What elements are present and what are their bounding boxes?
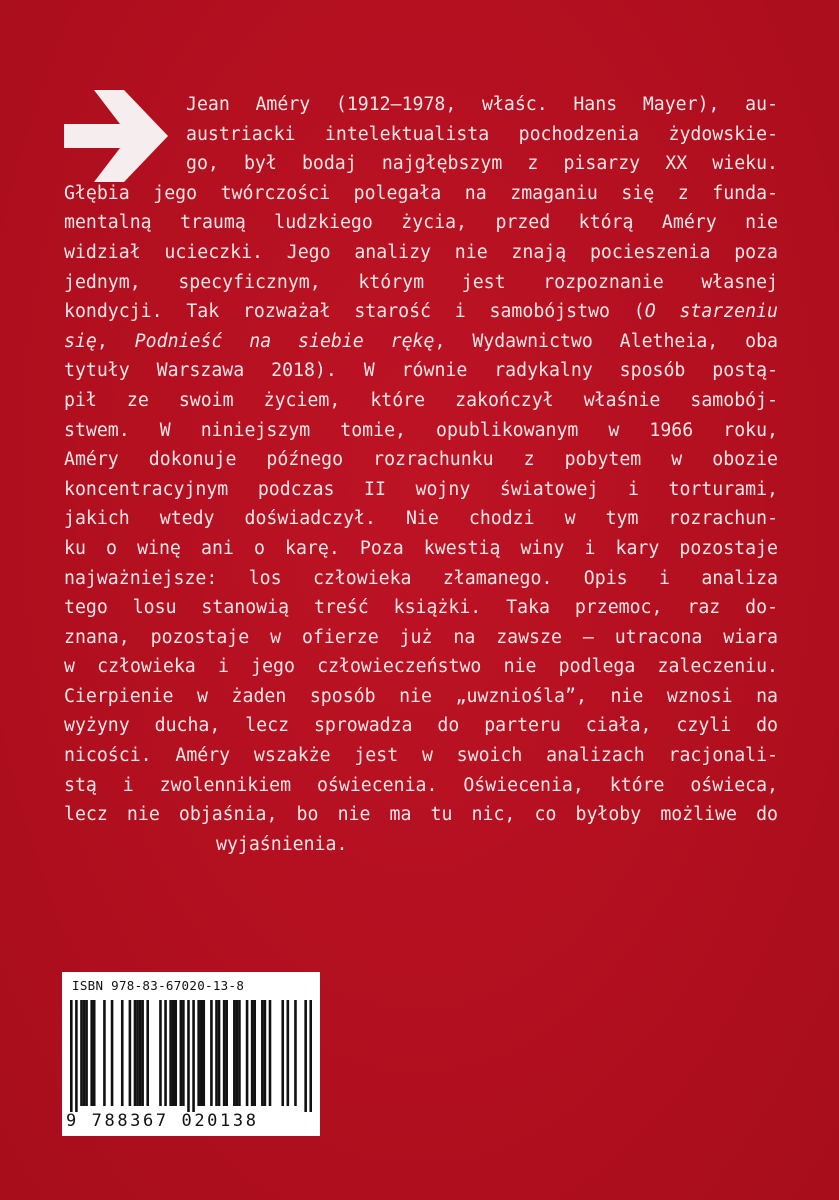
blurb-line: Głębia jego twórczości polegała na zmaganiu się z funda- (64, 182, 778, 204)
blurb-line: widział ucieczki. Jego analizy nie znają pocieszenia poza (64, 241, 778, 263)
barcode-bar (287, 1000, 290, 1106)
barcode-bar (134, 1000, 137, 1106)
barcode-bar (141, 1000, 144, 1106)
blurb-line: się, Podnieść na siebie rękę, Wydawnictwo Aletheia, oba (64, 330, 778, 352)
barcode-panel (62, 972, 320, 1136)
blurb-line: wyżyny ducha, lecz sprowadza do parteru ciała, czyli do (64, 715, 778, 737)
barcode-bar (172, 1000, 175, 1106)
blurb-fragment: kondycji. Tak rozważał starość i samobójstwo ( (64, 301, 645, 323)
blurb-line: stwem. W niniejszym tomie, opublikowanym w 1966 roku, (64, 419, 778, 441)
book-title-italic: O starzeniu (644, 301, 778, 323)
blurb-line: mentalną traumą ludzkiego życia, przed którą Améry nie (64, 212, 778, 234)
barcode-bar (253, 1000, 256, 1106)
barcode-bar (139, 1000, 142, 1106)
blurb-line: wyjaśnienia. (216, 833, 348, 855)
barcode-bar (238, 1000, 241, 1106)
barcode-bar (146, 1000, 149, 1106)
barcode-bar (269, 1000, 272, 1106)
blurb-line: jakich wtedy doświadczył. Nie chodzi w tym rozrachun- (64, 508, 778, 530)
barcode-bar (294, 1000, 297, 1106)
blurb-line: austriacki intelektualista pochodzenia żydowskie- (186, 123, 778, 145)
blurb-line: pił ze swoim życiem, które zakończył właśnie samobój- (64, 389, 778, 411)
barcode-bar (75, 1000, 78, 1112)
barcode-bar (70, 1000, 73, 1112)
blurb-line: Jean Améry (1912–1978, właśc. Hans Mayer), au- (186, 94, 778, 115)
barcode-bar (93, 1000, 96, 1106)
barcode-bar (164, 1000, 167, 1106)
barcode-bar (309, 1000, 312, 1112)
barcode-bar (182, 1000, 185, 1106)
blurb-line: stą i zwolennikiem oświecenia. Oświecenia, które oświeca, (64, 774, 778, 796)
barcode-bar (200, 1000, 203, 1106)
barcode-bar (246, 1000, 249, 1106)
blurb-text (64, 90, 778, 859)
barcode-bar (111, 1000, 114, 1106)
barcode-bar (187, 1000, 190, 1112)
blurb-line: koncentracyjnym podczas II wojny światowej i torturami, (64, 478, 778, 500)
blurb-line: ku o winę ani o karę. Poza kwestią winy i kary pozostaje (64, 537, 778, 559)
barcode-bar (159, 1000, 162, 1106)
barcode-bar (218, 1000, 221, 1106)
isbn-label: ISBN 978-83-67020-13-8 (72, 978, 245, 993)
barcode-bar (180, 1000, 183, 1106)
barcode-bar (192, 1000, 195, 1112)
barcode-bar (83, 1000, 86, 1106)
barcode-bar (233, 1000, 236, 1106)
blurb-line: tego losu stanowią treść książki. Taka przemoc, raz do- (64, 597, 778, 619)
book-title-italic: się (64, 330, 97, 352)
barcode-bar (236, 1000, 239, 1106)
barcode-bar (251, 1000, 254, 1106)
blurb-line: Cierpienie w żaden sposób nie „uwzniośla”, nie wznosi na (64, 685, 778, 707)
blurb-line: w człowieka i jego człowieczeństwo nie podlega zaleczeniu. (64, 656, 778, 678)
barcode-bars (70, 1000, 312, 1112)
barcode-bar (136, 1000, 139, 1106)
barcode-bar (215, 1000, 218, 1106)
barcode-bar (174, 1000, 177, 1106)
barcode-bar (264, 1000, 267, 1106)
blurb-line (64, 297, 778, 327)
isbn-digits: 9 788367 020138 (66, 1111, 259, 1131)
blurb-fragment: , Wydawnictwo Aletheia, oba (434, 330, 778, 352)
blurb-line: Améry dokonuje późnego rozrachunku z pobytem w obozie (64, 449, 778, 471)
barcode-bar (85, 1000, 88, 1106)
barcode-bar (80, 1000, 83, 1106)
barcode-bar (103, 1000, 106, 1106)
barcode-bar (210, 1000, 213, 1106)
barcode-bar (261, 1000, 264, 1106)
blurb-line: lecz nie objaśnia, bo nie ma tu nic, co byłoby możliwe do (64, 804, 778, 826)
blurb-line: znana, pozostaje w ofierze już na zawsze – utracona wiara (64, 626, 778, 648)
barcode-bar (202, 1000, 205, 1106)
barcode-bar (129, 1000, 132, 1106)
barcode-bar (169, 1000, 172, 1106)
barcode-bar (225, 1000, 228, 1106)
barcode-bar (121, 1000, 124, 1106)
book-title-italic: Podnieść na siebie rękę (134, 330, 435, 352)
barcode-bar (197, 1000, 200, 1106)
blurb-line: najważniejsze: los człowieka złamanego. Opis i analiza (64, 567, 778, 589)
barcode-bar (281, 1000, 284, 1106)
barcode-bar (304, 1000, 307, 1112)
barcode-bar (223, 1000, 226, 1106)
blurb-line: tytuły Warszawa 2018). W równie radykalny sposób postą- (64, 360, 778, 382)
blurb-line: jednym, specyficznym, którym jest rozpoznanie własnej (64, 271, 778, 293)
blurb-line: nicości. Améry wszakże jest w swoich analizach racjonali- (64, 745, 778, 767)
blurb-line: go, był bodaj najgłębszym z pisarzy XX wieku. (186, 153, 778, 175)
barcode-bar (90, 1000, 93, 1106)
